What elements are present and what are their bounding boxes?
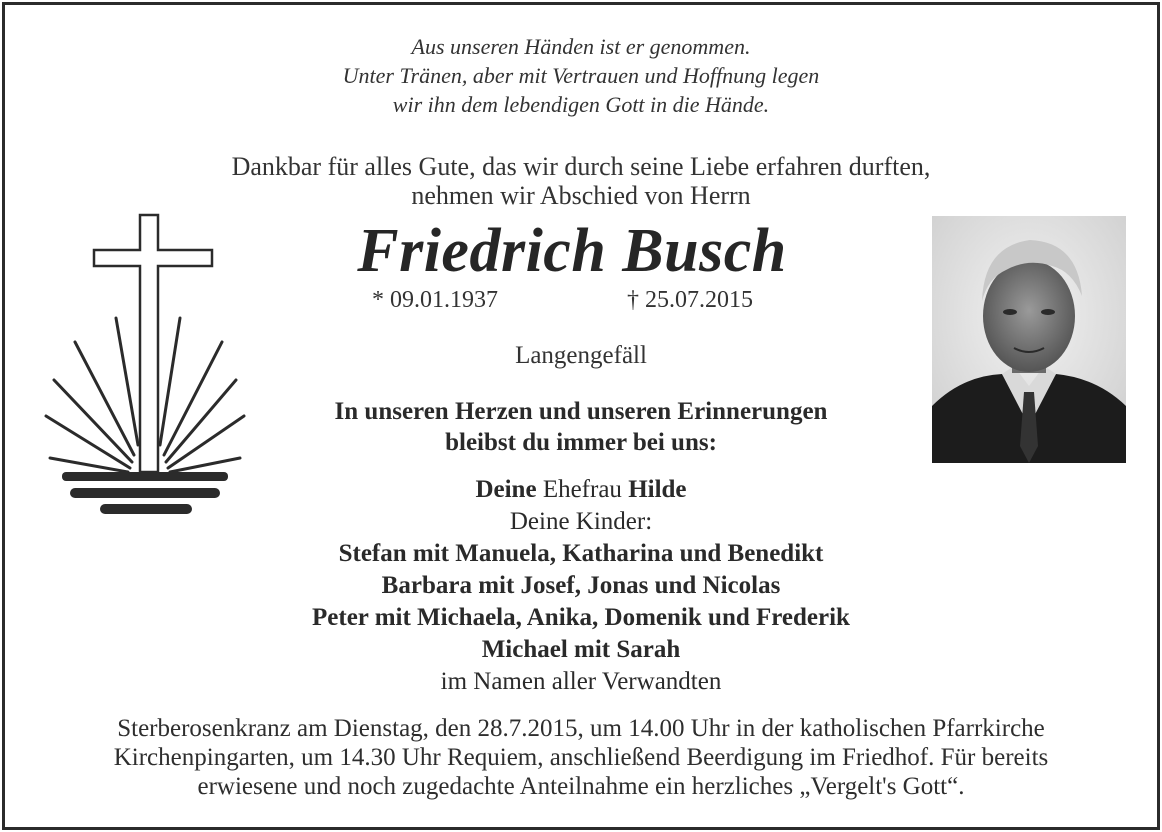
spouse-relation: Ehefrau [542,476,622,503]
child-family-line: Stefan mit Manuela, Katharina und Benedikt [338,540,824,567]
intro-text [0,152,1162,210]
spouse-name: Hilde [628,476,687,503]
memory-line: bleibst du immer bei uns: [445,429,717,456]
child-family-line: Barbara mit Josef, Jonas und Nicolas [381,572,781,599]
motto-verse [0,32,1162,119]
memory-line: In unseren Herzen und unseren Erinnerungen [334,398,828,425]
notice-line: Sterberosenkranz am Dienstag, den 28.7.2015, um 14.00 Uhr in der katholischen Pfarrkirche [117,715,1045,742]
portrait-photo [932,216,1126,463]
motto-line: Aus unseren Händen ist er genommen. [411,34,751,59]
motto-line: wir ihn dem lebendigen Gott in die Hände. [392,92,770,117]
cross-with-rays-icon [40,210,250,530]
intro-line: Dankbar für alles Gute, das wir durch seine Liebe erfahren durften, [231,152,931,181]
death-date: † 25.07.2015 [627,287,753,313]
notice-line: Kirchenpingarten, um 14.30 Uhr Requiem, anschließend Beerdigung im Friedhof. Für bereits [113,744,1049,771]
funeral-notice [0,714,1162,801]
birth-date: * 09.01.1937 [372,287,498,313]
child-family-line: Peter mit Michaela, Anika, Domenik und Frederik [312,604,850,631]
relatives-line: im Namen aller Verwandten [440,668,722,695]
notice-line: erwiesene und noch zugedachte Anteilnahme ein herzliches „Vergelt's Gott“. [197,773,965,800]
spouse-prefix: Deine [475,476,537,503]
child-family-line: Michael mit Sarah [481,636,681,663]
children-label: Deine Kinder: [509,508,653,535]
intro-line: nehmen wir Abschied von Herrn [411,181,751,210]
motto-line: Unter Tränen, aber mit Vertrauen und Hoffnung legen [342,63,820,88]
deceased-name: Friedrich Busch [357,217,787,285]
hometown: Langengefäll [515,342,647,369]
